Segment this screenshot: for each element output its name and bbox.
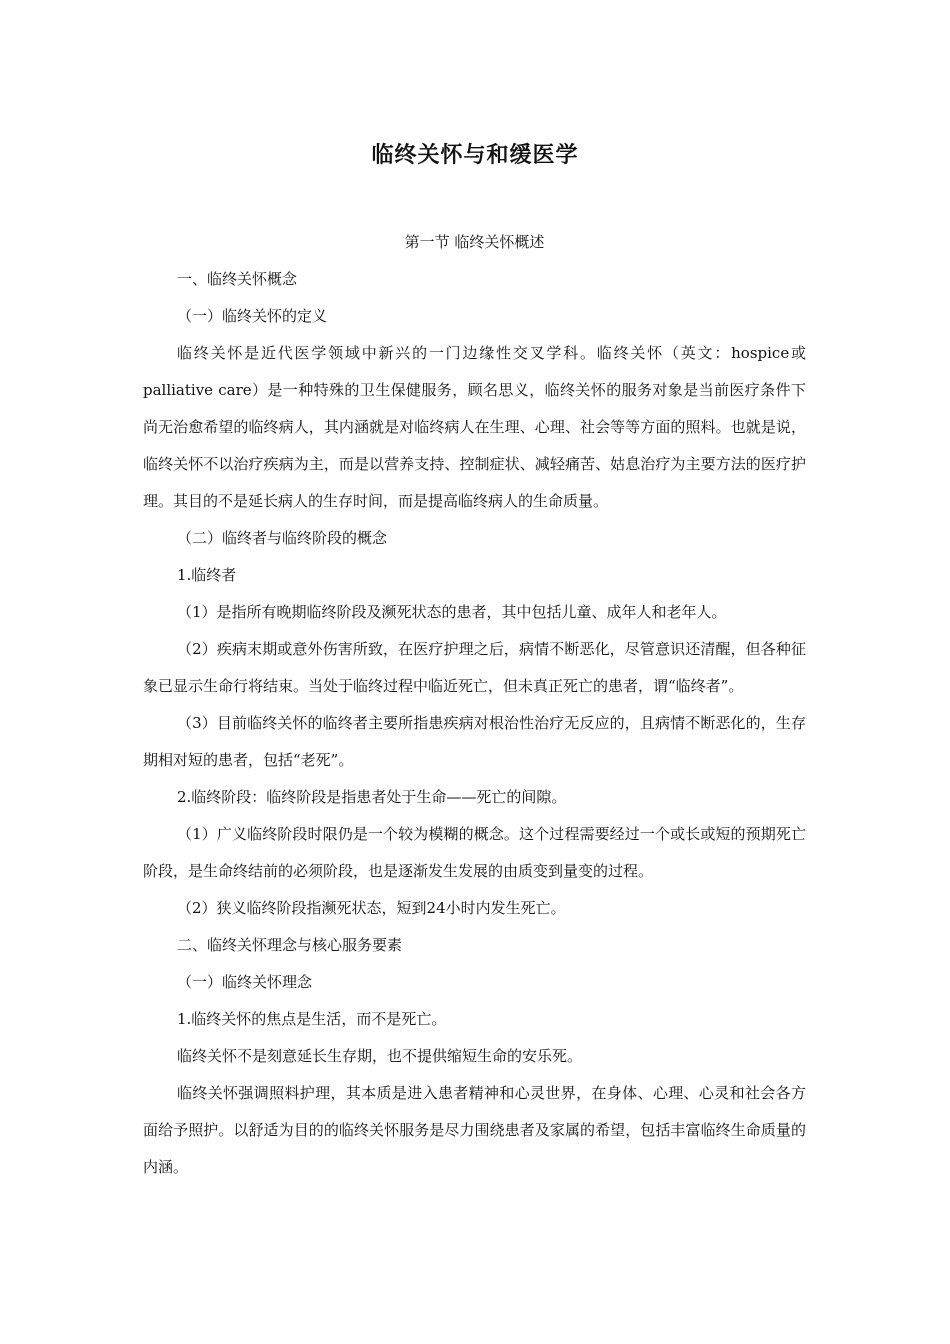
- subheading-philosophy: （一）临终关怀理念: [177, 973, 313, 991]
- section-title: 第一节 临终关怀概述: [404, 233, 545, 251]
- heading-concept: 一、临终关怀概念: [177, 270, 298, 288]
- paragraph-dying-stage-broad: （1）广义临终阶段时限仍是一个较为模糊的概念。这个过程需要经过一个或长或短的预期死亡阶段，是生命终结前的必须阶段，也是逐渐发生发展的由质变到量变的过程。: [143, 825, 806, 880]
- subheading-dying-concept: （二）临终者与临终阶段的概念: [177, 529, 388, 547]
- paragraph-dying-person-1: （1）是指所有晚期临终阶段及濒死状态的患者，其中包括儿童、成年人和老年人。: [177, 603, 727, 621]
- paragraph-no-euthanasia: 临终关怀不是刻意延长生存期，也不提供缩短生命的安乐死。: [177, 1047, 583, 1065]
- paragraph-dying-person-2: （2）疾病末期或意外伤害所致，在医疗护理之后，病情不断恶化，尽管意识还清醒，但各种征象已显示生命行将结束。当处于临终过程中临近死亡，但未真正死亡的患者，谓“临终者”。: [143, 640, 806, 695]
- paragraph-care-essence: 临终关怀强调照料护理，其本质是进入患者精神和心灵世界，在身体、心理、心灵和社会各方面给予照护。以舒适为目的的临终关怀服务是尽力围绕患者及家属的希望，包括丰富临终生命质量的内涵。: [143, 1084, 806, 1176]
- paragraph-dying-person-3: （3）目前临终关怀的临终者主要所指患疾病对根治性治疗无反应的，且病情不断恶化的，生存期相对短的患者，包括“老死”。: [143, 714, 806, 769]
- item-dying-person: 1.临终者: [177, 566, 237, 584]
- paragraph-definition: 临终关怀是近代医学领域中新兴的一门边缘性交叉学科。临终关怀（英文：hospice或palliative care）是一种特殊的卫生保健服务，顾名思义，临终关怀的服务对象是当前医疗条件下尚无治愈希望的临终病人，其内涵就是对临终病人在生理、心理、社会等等方面的照料。也就是说，临终关怀不以治疗疾病为主，而是以营养支持、控制症状、减轻痛苦、姑息治疗为主要方法的医疗护理。其目的不是延长病人的生存时间，而是提高临终病人的生命质量。: [143, 344, 806, 510]
- document-body: [143, 224, 806, 1186]
- item-focus-on-life: 1.临终关怀的焦点是生活，而不是死亡。: [177, 1010, 447, 1028]
- item-dying-stage: 2.临终阶段：临终阶段是指患者处于生命——死亡的间隙。: [177, 788, 567, 806]
- document-title: 临终关怀与和缓医学: [371, 143, 579, 168]
- subheading-definition: （一）临终关怀的定义: [177, 307, 328, 325]
- heading-philosophy: 二、临终关怀理念与核心服务要素: [177, 936, 403, 954]
- paragraph-dying-stage-narrow: （2）狭义临终阶段指濒死状态，短到24小时内发生死亡。: [177, 899, 566, 917]
